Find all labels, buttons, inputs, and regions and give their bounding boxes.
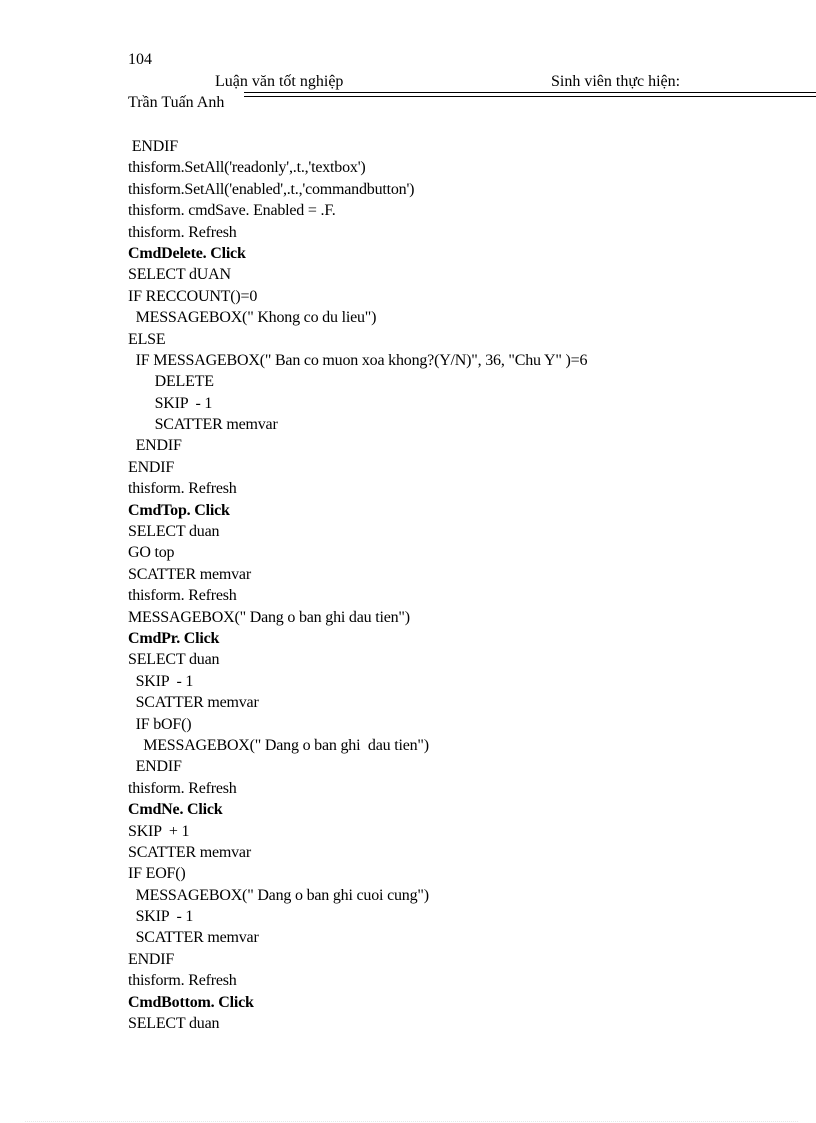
code-line: ENDIF bbox=[128, 458, 175, 476]
code-line: thisform. Refresh bbox=[128, 223, 237, 241]
page-number: 104 bbox=[128, 51, 152, 68]
code-line: SCATTER memvar bbox=[128, 565, 251, 583]
code-procedure-heading: CmdPr. Click bbox=[128, 629, 220, 647]
code-line: SCATTER memvar bbox=[128, 929, 259, 947]
code-line: DELETE bbox=[128, 373, 214, 391]
code-line: thisform. Refresh bbox=[128, 779, 237, 797]
code-line: SCATTER memvar bbox=[128, 416, 278, 434]
code-line: thisform.SetAll('readonly',.t.,'textbox') bbox=[128, 159, 366, 177]
header-rule bbox=[244, 92, 816, 93]
code-line: ENDIF bbox=[128, 950, 175, 968]
code-line: MESSAGEBOX(" Dang o ban ghi cuoi cung") bbox=[128, 886, 429, 904]
code-line: SCATTER memvar bbox=[128, 694, 259, 712]
code-procedure-heading: CmdNe. Click bbox=[128, 801, 223, 819]
code-line: ENDIF bbox=[128, 138, 178, 155]
code-line: thisform. cmdSave. Enabled = .F. bbox=[128, 202, 336, 220]
code-line: ENDIF bbox=[128, 437, 182, 455]
code-line: SCATTER memvar bbox=[128, 843, 251, 861]
page-bottom-rule bbox=[25, 1121, 798, 1122]
code-line: SELECT duan bbox=[128, 523, 220, 541]
code-line: IF RECCOUNT()=0 bbox=[128, 287, 258, 305]
header-student-label: Sinh viên thực hiện: bbox=[551, 73, 681, 90]
code-line: GO top bbox=[128, 544, 175, 562]
code-listing bbox=[128, 136, 788, 1034]
code-line: ENDIF bbox=[128, 758, 182, 776]
code-line: SKIP + 1 bbox=[128, 822, 190, 840]
code-line: SKIP - 1 bbox=[128, 672, 194, 690]
code-procedure-heading: CmdBottom. Click bbox=[128, 993, 254, 1011]
header-thesis-title: Luận văn tốt nghiệp bbox=[215, 73, 344, 90]
header-rule bbox=[244, 96, 816, 97]
code-line: SKIP - 1 bbox=[128, 908, 194, 926]
code-line: thisform.SetAll('enabled',.t.,'commandbutton') bbox=[128, 180, 415, 198]
code-line: MESSAGEBOX(" Dang o ban ghi dau tien") bbox=[128, 736, 429, 754]
code-line: thisform. Refresh bbox=[128, 587, 237, 605]
code-line: MESSAGEBOX(" Khong co du lieu") bbox=[128, 309, 377, 327]
code-line: MESSAGEBOX(" Dang o ban ghi dau tien") bbox=[128, 608, 410, 626]
code-line: IF EOF() bbox=[128, 865, 186, 883]
code-line: IF bOF() bbox=[128, 715, 192, 733]
code-line: ELSE bbox=[128, 330, 166, 348]
code-procedure-heading: CmdDelete. Click bbox=[128, 244, 246, 262]
code-line: SELECT duan bbox=[128, 1015, 220, 1033]
code-line: thisform. Refresh bbox=[128, 480, 237, 498]
code-line: thisform. Refresh bbox=[128, 972, 237, 990]
code-line: IF MESSAGEBOX(" Ban co muon xoa khong?(Y/N)", 36, "Chu Y" )=6 bbox=[128, 351, 588, 369]
header-author-name: Trần Tuấn Anh bbox=[128, 94, 225, 111]
code-procedure-heading: CmdTop. Click bbox=[128, 501, 230, 519]
code-line: SELECT dUAN bbox=[128, 266, 231, 284]
code-line: SKIP - 1 bbox=[128, 394, 213, 412]
code-line: SELECT duan bbox=[128, 651, 220, 669]
